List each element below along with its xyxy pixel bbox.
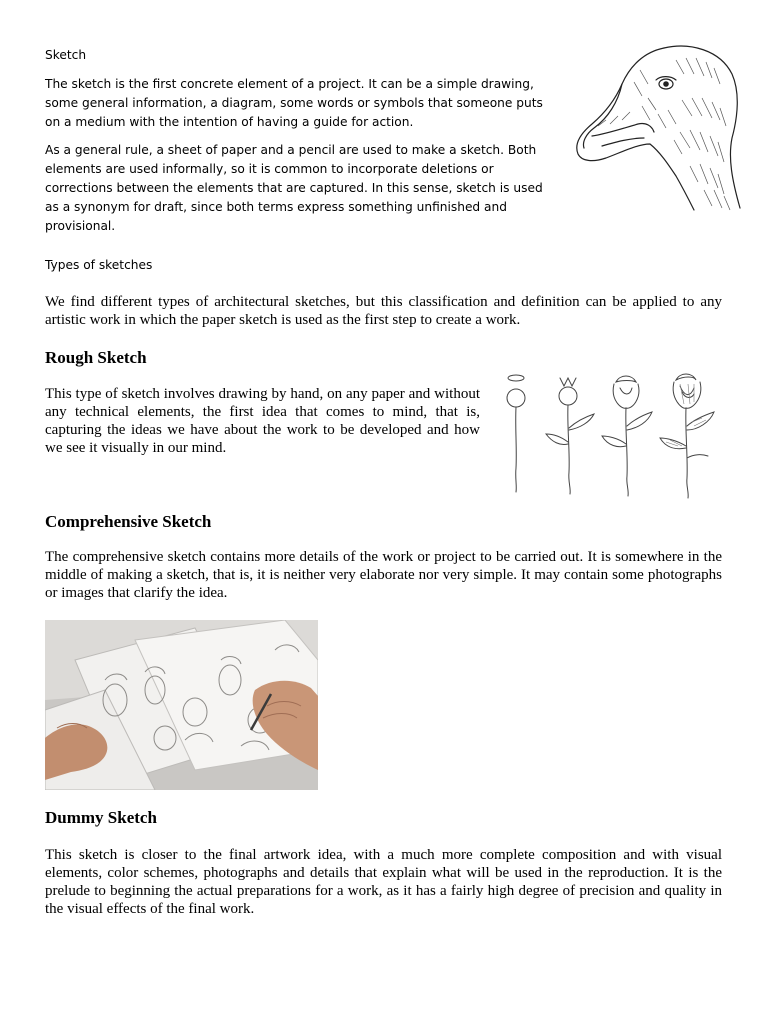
duck-sketch-image: [572, 40, 744, 214]
roses-sketch-image: [498, 368, 720, 500]
paragraph-rough-sketch: This type of sketch involves drawing by hand, on any paper and without any technical elements, the first idea that comes to mind, that is, capturing the ideas we have about the work to be developed and how we see it visually in our mind.: [45, 386, 480, 456]
section-title-types: Types of sketches: [45, 258, 153, 272]
hands-sketching-photo: [45, 620, 318, 790]
paragraph-sketch-definition: The sketch is the first concrete element of a project. It can be a simple drawing, some general information, a diagram, some words or symbols that someone puts on a medium with the intention of having a guide for action.: [45, 77, 543, 129]
paragraph-comprehensive-sketch: The comprehensive sketch contains more details of the work or project to be carried out. It is somewhere in the middle of making a sketch, that is, it is neither very elaborate nor very simple. It may contain some photographs or images that clarify the idea.: [45, 549, 722, 601]
paragraph-types-intro: We find different types of architectural sketches, but this classification and definition can be applied to any artistic work in which the paper sketch is used as the first step to create a work.: [45, 294, 722, 328]
paragraph-dummy-sketch: This sketch is closer to the final artwork idea, with a much more complete composition and with visual elements, color schemes, photographs and details that explain what will be used in the reproduction. It is the prelude to beginning the actual preparations for a work, as it has a fairly high degree of precision and quality in the visual effects of the final work.: [45, 847, 722, 917]
paragraph-sketch-materials: As a general rule, a sheet of paper and a pencil are used to make a sketch. Both elements are used informally, so it is common to incorporate deletions or corrections between the elements that are captured. In this sense, sketch is used as a synonym for draft, since both terms express something unfinished and provisional.: [45, 143, 543, 233]
section-title-sketch: Sketch: [45, 48, 87, 62]
heading-dummy-sketch: Dummy Sketch: [45, 808, 157, 827]
heading-rough-sketch: Rough Sketch: [45, 348, 147, 367]
heading-comprehensive-sketch: Comprehensive Sketch: [45, 512, 212, 531]
